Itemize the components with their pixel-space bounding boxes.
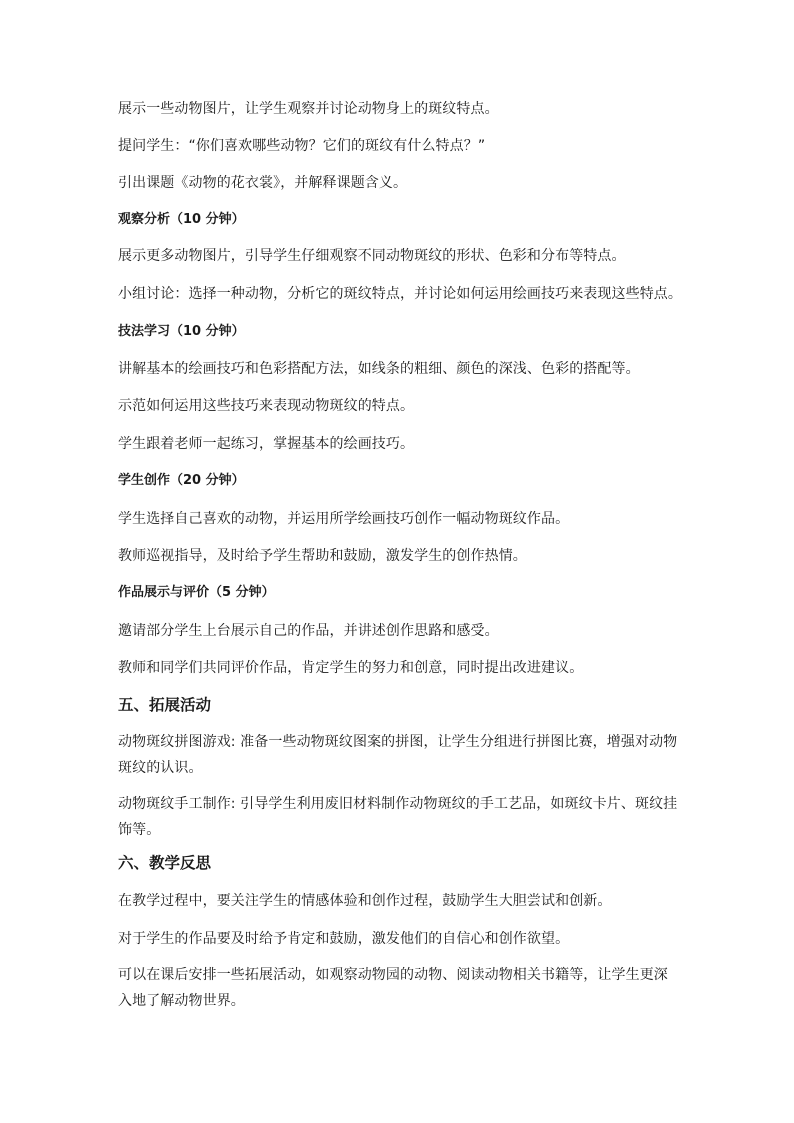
heading-extension: 五、拓展活动: [118, 696, 212, 714]
paragraph-reflection-3: 可以在课后安排一些拓展活动，如观察动物园的动物、阅读动物相关书籍等，让学生更深入地了解动物世界。: [118, 967, 668, 1009]
paragraph-showcase-1: 邀请部分学生上台展示自己的作品，并讲述创作思路和感受。: [118, 623, 499, 639]
paragraph-observe-2: 小组讨论：选择一种动物，分析它的斑纹特点，并讨论如何运用绘画技巧来表现这些特点。: [118, 286, 682, 302]
subheading-showcase: 作品展示与评价（5 分钟）: [118, 585, 275, 600]
paragraph-observe-1: 展示更多动物图片，引导学生仔细观察不同动物斑纹的形状、色彩和分布等特点。: [118, 248, 626, 264]
paragraph-create-2: 教师巡视指导，及时给予学生帮助和鼓励，激发学生的创作热情。: [118, 548, 527, 564]
subheading-observe: 观察分析（10 分钟）: [118, 212, 245, 227]
paragraph-intro-2: 提问学生：“你们喜欢哪些动物？它们的斑纹有什么特点？”: [118, 138, 486, 154]
paragraph-reflection-1: 在教学过程中，要关注学生的情感体验和创作过程，鼓励学生大胆尝试和创新。: [118, 893, 612, 909]
paragraph-create-1: 学生选择自己喜欢的动物，并运用所学绘画技巧创作一幅动物斑纹作品。: [118, 511, 570, 527]
paragraph-technique-3: 学生跟着老师一起练习，掌握基本的绘画技巧。: [118, 436, 415, 452]
paragraph-technique-1: 讲解基本的绘画技巧和色彩搭配方法，如线条的粗细、颜色的深浅、色彩的搭配等。: [118, 361, 640, 377]
paragraph-technique-2: 示范如何运用这些技巧来表现动物斑纹的特点。: [118, 398, 415, 414]
paragraph-intro-3: 引出课题《动物的花衣裳》，并解释课题含义。: [118, 175, 408, 191]
paragraph-extension-1: 动物斑纹拼图游戏: 准备一些动物斑纹图案的拼图，让学生分组进行拼图比赛，增强对动物斑纹的认识。: [118, 734, 678, 776]
subheading-technique: 技法学习（10 分钟）: [118, 324, 245, 339]
paragraph-showcase-2: 教师和同学们共同评价作品，肯定学生的努力和创意，同时提出改进建议。: [118, 660, 584, 676]
paragraph-intro-1: 展示一些动物图片，让学生观察并讨论动物身上的斑纹特点。: [118, 101, 499, 117]
heading-reflection: 六、教学反思: [118, 854, 212, 872]
paragraph-reflection-2: 对于学生的作品要及时给予肯定和鼓励，激发他们的自信心和创作欲望。: [118, 931, 570, 947]
paragraph-extension-2: 动物斑纹手工制作: 引导学生利用废旧材料制作动物斑纹的手工艺品，如斑纹卡片、斑纹挂饰等。: [118, 796, 678, 838]
subheading-create: 学生创作（20 分钟）: [118, 473, 245, 488]
